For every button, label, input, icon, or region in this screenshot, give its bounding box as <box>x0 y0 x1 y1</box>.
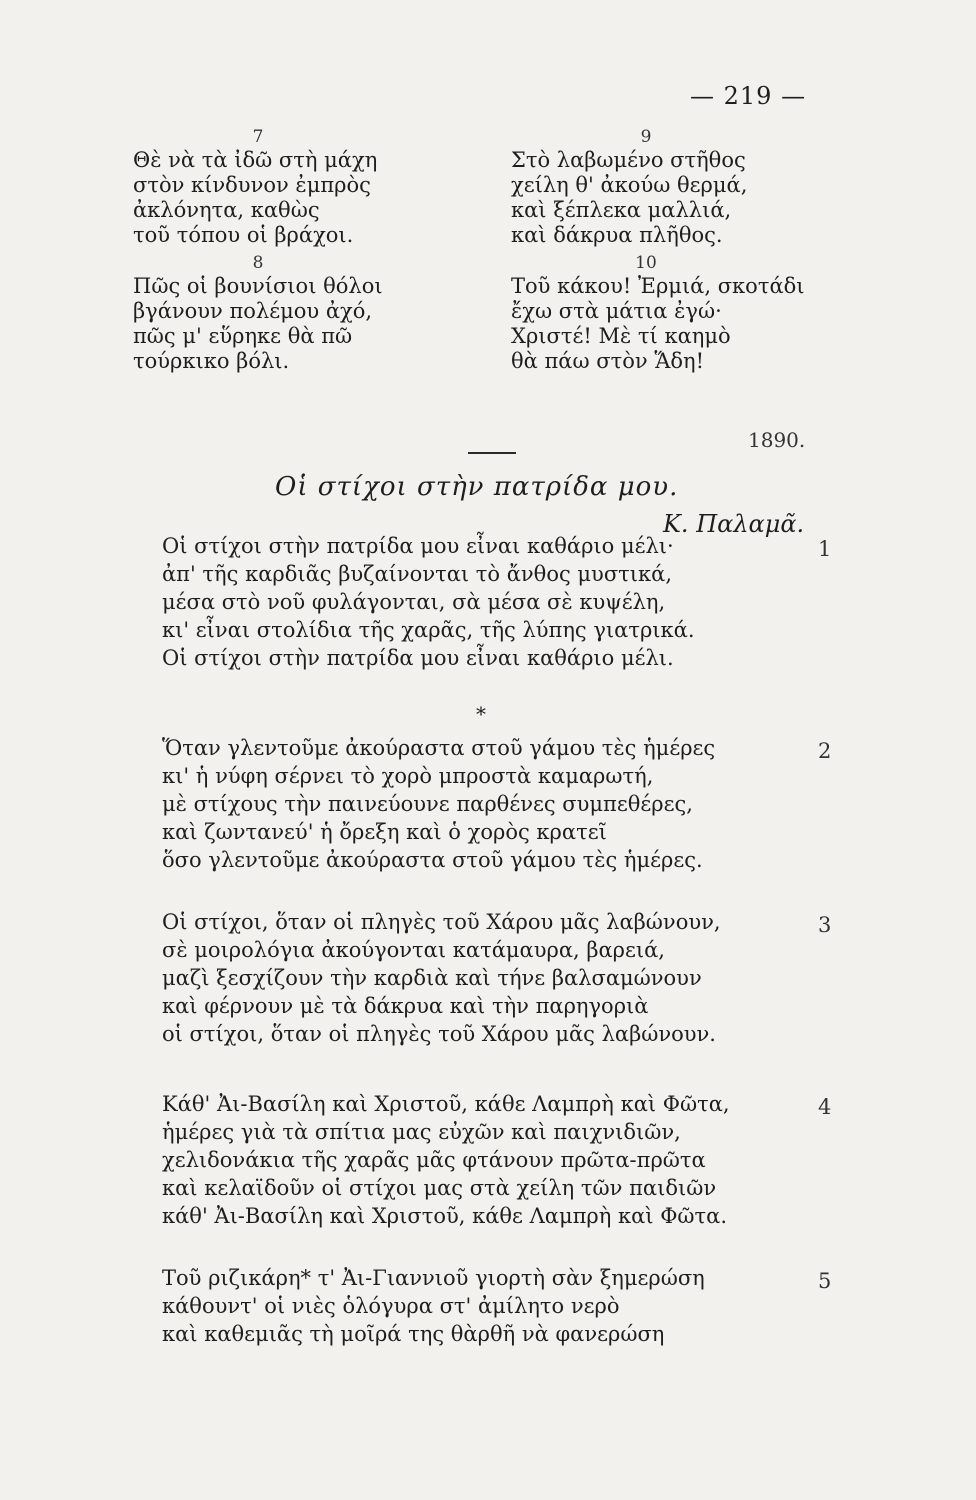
verse-4 <box>162 1090 802 1230</box>
stanza-line: ἀκλόνητα, καθὼς <box>133 198 320 222</box>
verse-number: 2 <box>818 739 832 763</box>
verse-line: ὅσο γλεντοῦμε ἀκούραστα στοῦ γάμου τὲς ἡμέρες. <box>162 848 703 872</box>
stanza-line: θὰ πάω στὸν Ἅδη! <box>511 349 705 373</box>
verse-line: μὲ στίχους τὴν παινεύουνε παρθένες συμπεθέρες, <box>162 792 693 816</box>
verse-line: καὶ καθεμιᾶς τὴ μοῖρά της θὰρθῆ νὰ φανερώση <box>162 1322 665 1346</box>
stanza-number: 8 <box>252 253 264 273</box>
verse-line: καὶ φέρνουν μὲ τὰ δάκρυα καὶ τὴν παρηγοριὰ <box>162 994 649 1018</box>
stanza-number: 10 <box>635 253 657 273</box>
stanza-line: Χριστέ! Μὲ τί καημὸ <box>511 324 731 348</box>
verse-line: Οἱ στίχοι στὴν πατρίδα μου εἶναι καθάριο μέλι. <box>162 646 674 670</box>
stanza-line: στὸν κίνδυνον ἐμπρὸς <box>133 173 371 197</box>
right-column <box>511 126 821 374</box>
verse-line: καὶ ζωντανεύ' ἡ ὄρεξη καὶ ὁ χορὸς κρατεῖ <box>162 820 607 844</box>
stanza-line: Θὲ νὰ τὰ ἰδῶ στὴ μάχη <box>133 148 378 172</box>
verse-line: Ὅταν γλεντοῦμε ἀκούραστα στοῦ γάμου τὲς ἡμέρες <box>162 736 716 760</box>
verse-line: Τοῦ ριζικάρη* τ' Ἀι-Γιαννιοῦ γιορτὴ σὰν ξημερώση <box>162 1266 705 1290</box>
left-column <box>133 126 473 374</box>
stanza-line: τούρκικο βόλι. <box>133 349 290 373</box>
verse-line: Κάθ' Ἀι-Βασίλη καὶ Χριστοῦ, κάθε Λαμπρὴ καὶ Φῶτα, <box>162 1092 730 1116</box>
verse-number: 3 <box>818 913 832 937</box>
poem-title: Οἱ στίχοι στὴν πατρίδα μου. <box>275 472 679 502</box>
stanza-number: 7 <box>252 127 264 147</box>
page-number: — 219 — <box>690 82 807 110</box>
stanza-line: Τοῦ κάκου! Ἐρμιά, σκοτάδι <box>511 274 805 298</box>
verse-line: σὲ μοιρολόγια ἀκούγονται κατάμαυρα, βαρειά, <box>162 938 665 962</box>
stanza-line: τοῦ τόπου οἱ βράχοι. <box>133 223 354 247</box>
verse-number: 4 <box>818 1095 832 1119</box>
stanza-line: βγάνουν πολέμου ἀχό, <box>133 299 373 323</box>
verse-number: 5 <box>818 1269 832 1293</box>
stanza-line: χείλη θ' ἀκούω θερμά, <box>511 173 748 197</box>
stanza-line: πῶς μ' εὕρηκε θὰ πῶ <box>133 324 353 348</box>
stanza-line: Στὸ λαβωμένο στῆθος <box>511 148 746 172</box>
verse-2 <box>162 734 802 874</box>
verse-line: οἱ στίχοι, ὅταν οἱ πληγὲς τοῦ Χάρου μᾶς λαβώνουν. <box>162 1022 716 1046</box>
verse-number: 1 <box>818 537 832 561</box>
verse-3 <box>162 908 802 1048</box>
stanza-number: 9 <box>640 127 652 147</box>
stanza-line: καὶ δάκρυα πλῆθος. <box>511 223 723 247</box>
verse-line: Οἱ στίχοι, ὅταν οἱ πληγὲς τοῦ Χάρου μᾶς λαβώνουν, <box>162 910 721 934</box>
verse-5 <box>162 1264 802 1348</box>
verse-1 <box>162 532 802 672</box>
section-divider <box>468 452 516 454</box>
stanza-line: ἔχω στὰ μάτια ἐγώ· <box>511 299 722 323</box>
verse-line: κι' ἡ νύφη σέρνει τὸ χορὸ μπροστὰ καμαρωτή, <box>162 764 654 788</box>
verse-line: ἀπ' τῆς καρδιᾶς βυζαίνονται τὸ ἄνθος μυστικά, <box>162 562 672 586</box>
stanza-line: καὶ ξέπλεκα μαλλιά, <box>511 198 732 222</box>
verse-line: κάθ' Ἀι-Βασίλη καὶ Χριστοῦ, κάθε Λαμπρὴ καὶ Φῶτα. <box>162 1204 728 1228</box>
verse-line: Οἱ στίχοι στὴν πατρίδα μου εἶναι καθάριο μέλι· <box>162 534 674 558</box>
verse-line: μαζὶ ξεσχίζουν τὴν καρδιὰ καὶ τήνε βαλσαμώνουν <box>162 966 702 990</box>
verse-line: καὶ κελαϊδοῦν οἱ στίχοι μας στὰ χείλη τῶν παιδιῶν <box>162 1176 717 1200</box>
verse-line: κάθουντ' οἱ νιὲς ὁλόγυρα στ' ἀμίλητο νερὸ <box>162 1294 620 1318</box>
verse-line: κι' εἶναι στολίδια τῆς χαρᾶς, τῆς λύπης γιατρικά. <box>162 618 695 642</box>
verse-line: μέσα στὸ νοῦ φυλάγονται, σὰ μέσα σὲ κυψέλη, <box>162 590 666 614</box>
verse-line: ἡμέρες γιὰ τὰ σπίτια μας εὐχῶν καὶ παιχνιδιῶν, <box>162 1120 681 1144</box>
asterisk-separator: * <box>476 702 486 726</box>
verse-line: χελιδονάκια τῆς χαρᾶς μᾶς φτάνουν πρῶτα-πρῶτα <box>162 1148 706 1172</box>
poem-year: 1890. <box>748 428 806 452</box>
stanza-line: Πῶς οἱ βουνίσιοι θόλοι <box>133 274 383 298</box>
poem-author: Κ. Παλαμᾶ. <box>663 510 805 538</box>
